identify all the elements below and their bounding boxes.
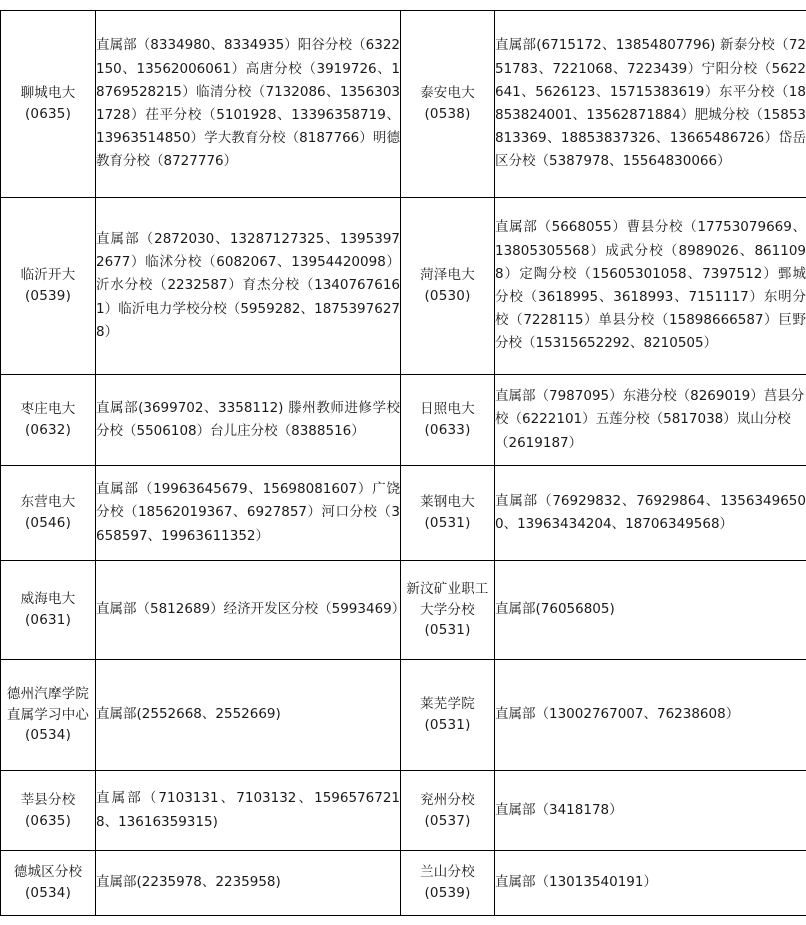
detail-cell-left: 直属部(2235978、2235958) xyxy=(96,851,401,916)
unit-name: 兖州分校 xyxy=(401,790,494,811)
table-body xyxy=(1,11,806,916)
unit-cell-right xyxy=(401,561,495,660)
detail-cell-right: 直属部(76056805) xyxy=(495,561,806,660)
unit-code: (0631) xyxy=(1,610,95,631)
unit-cell-left xyxy=(1,660,96,771)
unit-cell-right xyxy=(401,771,495,851)
unit-name: 威海电大 xyxy=(1,589,95,610)
unit-name: 泰安电大 xyxy=(401,83,494,104)
unit-cell-left xyxy=(1,771,96,851)
unit-cell-left xyxy=(1,11,96,198)
unit-name: 日照电大 xyxy=(401,399,494,420)
unit-cell-right xyxy=(401,466,495,561)
detail-cell-left: 直属部(3699702、3358112) 滕州教师进修学校分校（5506108）台儿庄分校（8388516） xyxy=(96,375,401,466)
detail-cell-right: 直属部（7987095）东港分校（8269019）莒县分校（6222101）五莲分校（5817038）岚山分校（2619187） xyxy=(495,375,806,466)
table-row xyxy=(1,660,806,771)
unit-code: (0534) xyxy=(1,725,95,746)
unit-name: 枣庄电大 xyxy=(1,399,95,420)
detail-cell-right: 直属部（5668055）曹县分校（17753079669、13805305568）成武分校（8989026、8611098）定陶分校（15605301058、7397512）鄄城分校（3618995、3618993、7151117）东明分校（7228115）单县分校（15898666587）巨野分校（15315652292、8210505） xyxy=(495,198,806,375)
detail-cell-right: 直属部（76929832、76929864、13563496500、13963434204、18706349568） xyxy=(495,466,806,561)
unit-cell-right xyxy=(401,198,495,375)
unit-cell-left xyxy=(1,561,96,660)
unit-code: (0537) xyxy=(401,811,494,832)
unit-cell-left xyxy=(1,466,96,561)
unit-name: 临沂开大 xyxy=(1,265,95,286)
unit-name: 兰山分校 xyxy=(401,862,494,883)
unit-name: 莘县分校 xyxy=(1,790,95,811)
unit-cell-left xyxy=(1,198,96,375)
detail-cell-right: 直属部（13002767007、76238608） xyxy=(495,660,806,771)
unit-name: 莱芜学院 xyxy=(401,694,494,715)
unit-name: 东营电大 xyxy=(1,492,95,513)
table-row xyxy=(1,198,806,375)
detail-cell-left: 直属部（8334980、8334935）阳谷分校（6322150、13562006061）高唐分校（3919726、18769528215）临清分校（7132086、13563031728）茌平分校（5101928、13396358719、13963514850）学大教育分校（8187766）明德教育分校（8727776） xyxy=(96,11,401,198)
unit-name: 德州汽摩学院直属学习中心 xyxy=(1,684,95,726)
detail-cell-right: 直属部（3418178） xyxy=(495,771,806,851)
unit-name: 莱钢电大 xyxy=(401,492,494,513)
unit-cell-left xyxy=(1,375,96,466)
unit-name: 新汶矿业职工大学分校 xyxy=(401,579,494,621)
table-row xyxy=(1,466,806,561)
unit-code: (0635) xyxy=(1,104,95,125)
unit-code: (0530) xyxy=(401,286,494,307)
unit-cell-left xyxy=(1,851,96,916)
unit-code: (0539) xyxy=(1,286,95,307)
unit-code: (0539) xyxy=(401,883,494,904)
unit-code: (0635) xyxy=(1,811,95,832)
unit-code: (0531) xyxy=(401,620,494,641)
page-canvas xyxy=(0,10,806,925)
detail-cell-left: 直属部（5812689）经济开发区分校（5993469） xyxy=(96,561,401,660)
detail-cell-right: 直属部（13013540191） xyxy=(495,851,806,916)
detail-cell-left: 直属部（19963645679、15698081607）广饶分校（18562019367、6927857）河口分校（3658597、19963611352） xyxy=(96,466,401,561)
unit-name: 德城区分校 xyxy=(1,862,95,883)
detail-cell-left: 直属部（2872030、13287127325、13953972677）临沭分校（6082067、13954420098）沂水分校（2232587）育杰分校（13407676161）临沂电力学校分校（5959282、18753976278） xyxy=(96,198,401,375)
table-row xyxy=(1,561,806,660)
unit-cell-right xyxy=(401,660,495,771)
detail-cell-right: 直属部(6715172、13854807796) 新泰分校（7251783、7221068、7223439）宁阳分校（5622641、5626123、15715383619）东平分校（18853824001、13562871884）肥城分校（15853813369、18853837326、13665486726）岱岳区分校（5387978、15564830066） xyxy=(495,11,806,198)
branch-contact-table xyxy=(0,10,806,916)
unit-code: (0632) xyxy=(1,420,95,441)
detail-cell-left: 直属部（7103131、7103132、15965767218、13616359315) xyxy=(96,771,401,851)
unit-code: (0531) xyxy=(401,513,494,534)
unit-name: 聊城电大 xyxy=(1,83,95,104)
unit-code: (0546) xyxy=(1,513,95,534)
table-row xyxy=(1,851,806,916)
unit-name: 菏泽电大 xyxy=(401,265,494,286)
detail-cell-left: 直属部(2552668、2552669) xyxy=(96,660,401,771)
table-row xyxy=(1,771,806,851)
unit-code: (0531) xyxy=(401,715,494,736)
table-row xyxy=(1,11,806,198)
unit-cell-right xyxy=(401,11,495,198)
unit-code: (0538) xyxy=(401,104,494,125)
unit-code: (0633) xyxy=(401,420,494,441)
unit-cell-right xyxy=(401,375,495,466)
unit-cell-right xyxy=(401,851,495,916)
table-row xyxy=(1,375,806,466)
unit-code: (0534) xyxy=(1,883,95,904)
